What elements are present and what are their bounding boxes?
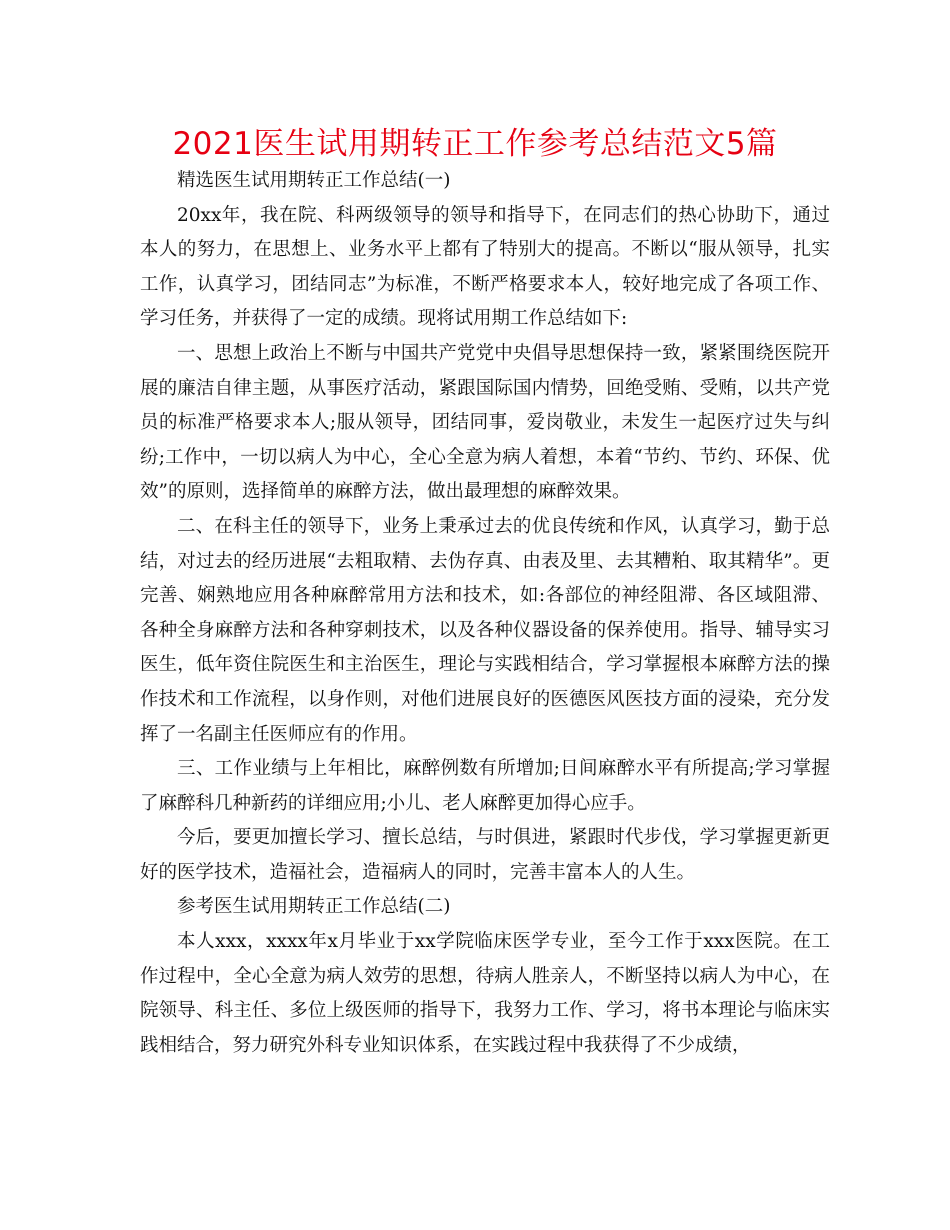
paragraph: 今后，要更加擅长学习、擅长总结，与时俱进，紧跟时代步伐，学习掌握更新更好的医学技术，造福社会，造福病人的同时，完善丰富本人的人生。: [140, 827, 830, 883]
paragraph: 一、思想上政治上不断与中国共产党党中央倡导思想保持一致，紧紧围绕医院开展的廉洁自律主题，从事医疗活动，紧跟国际国内情势，回绝受贿、受贿，以共产党员的标准严格要求本人;服从领导，团结同事，爱岗敬业，未发生一起医疗过失与纠纷;工作中，一切以病人为中心，全心全意为病人着想，本着“节约、节约、环保、优效”的原则，选择简单的麻醉方法，做出最理想的麻醉效果。: [140, 342, 830, 503]
paragraph: 二、在科主任的领导下，业务上秉承过去的优良传统和作风，认真学习，勤于总结，对过去的经历进展“去粗取精、去伪存真、由表及里、去其糟粕、取其精华”。更完善、娴熟地应用各种麻醉常用方法和技术，如:各部位的神经阻滞、各区域阻滞、各种全身麻醉方法和各种穿刺技术，以及各种仪器设备的保养使用。指导、辅导实习医生，低年资住院医生和主治医生，理论与实践相结合，学习掌握根本麻醉方法的操作技术和工作流程，以身作则，对他们进展良好的医德医风医技方面的浸染，充分发挥了一名副主任医师应有的作用。: [140, 515, 830, 745]
paragraph: 本人xxx，xxxx年x月毕业于xx学院临床医学专业，至今工作于xxx医院。在工作过程中，全心全意为病人效劳的思想，待病人胜亲人，不断坚持以病人为中心，在院领导、科主任、多位上级医师的指导下，我努力工作、学习，将书本理论与临床实践相结合，努力研究外科专业知识体系，在实践过程中我获得了不少成绩，: [140, 931, 830, 1056]
document-title: 2021医生试用期转正工作参考总结范文5篇: [172, 126, 778, 162]
document-body: [140, 164, 830, 1063]
paragraph: 三、工作业绩与上年相比，麻醉例数有所增加;日间麻醉水平有所提高;学习掌握了麻醉科几种新药的详细应用;小儿、老人麻醉更加得心应手。: [140, 758, 830, 814]
section-heading-2: 参考医生试用期转正工作总结(二): [177, 896, 451, 918]
section-heading-1: 精选医生试用期转正工作总结(一): [177, 170, 451, 191]
paragraph: 20xx年，我在院、科两级领导的领导和指导下，在同志们的热心协助下，通过本人的努力，在思想上、业务水平上都有了特别大的提高。不断以“服从领导，扎实工作，认真学习，团结同志”为标准，不断严格要求本人，较好地完成了各项工作、学习任务，并获得了一定的成绩。现将试用期工作总结如下:: [140, 204, 830, 330]
